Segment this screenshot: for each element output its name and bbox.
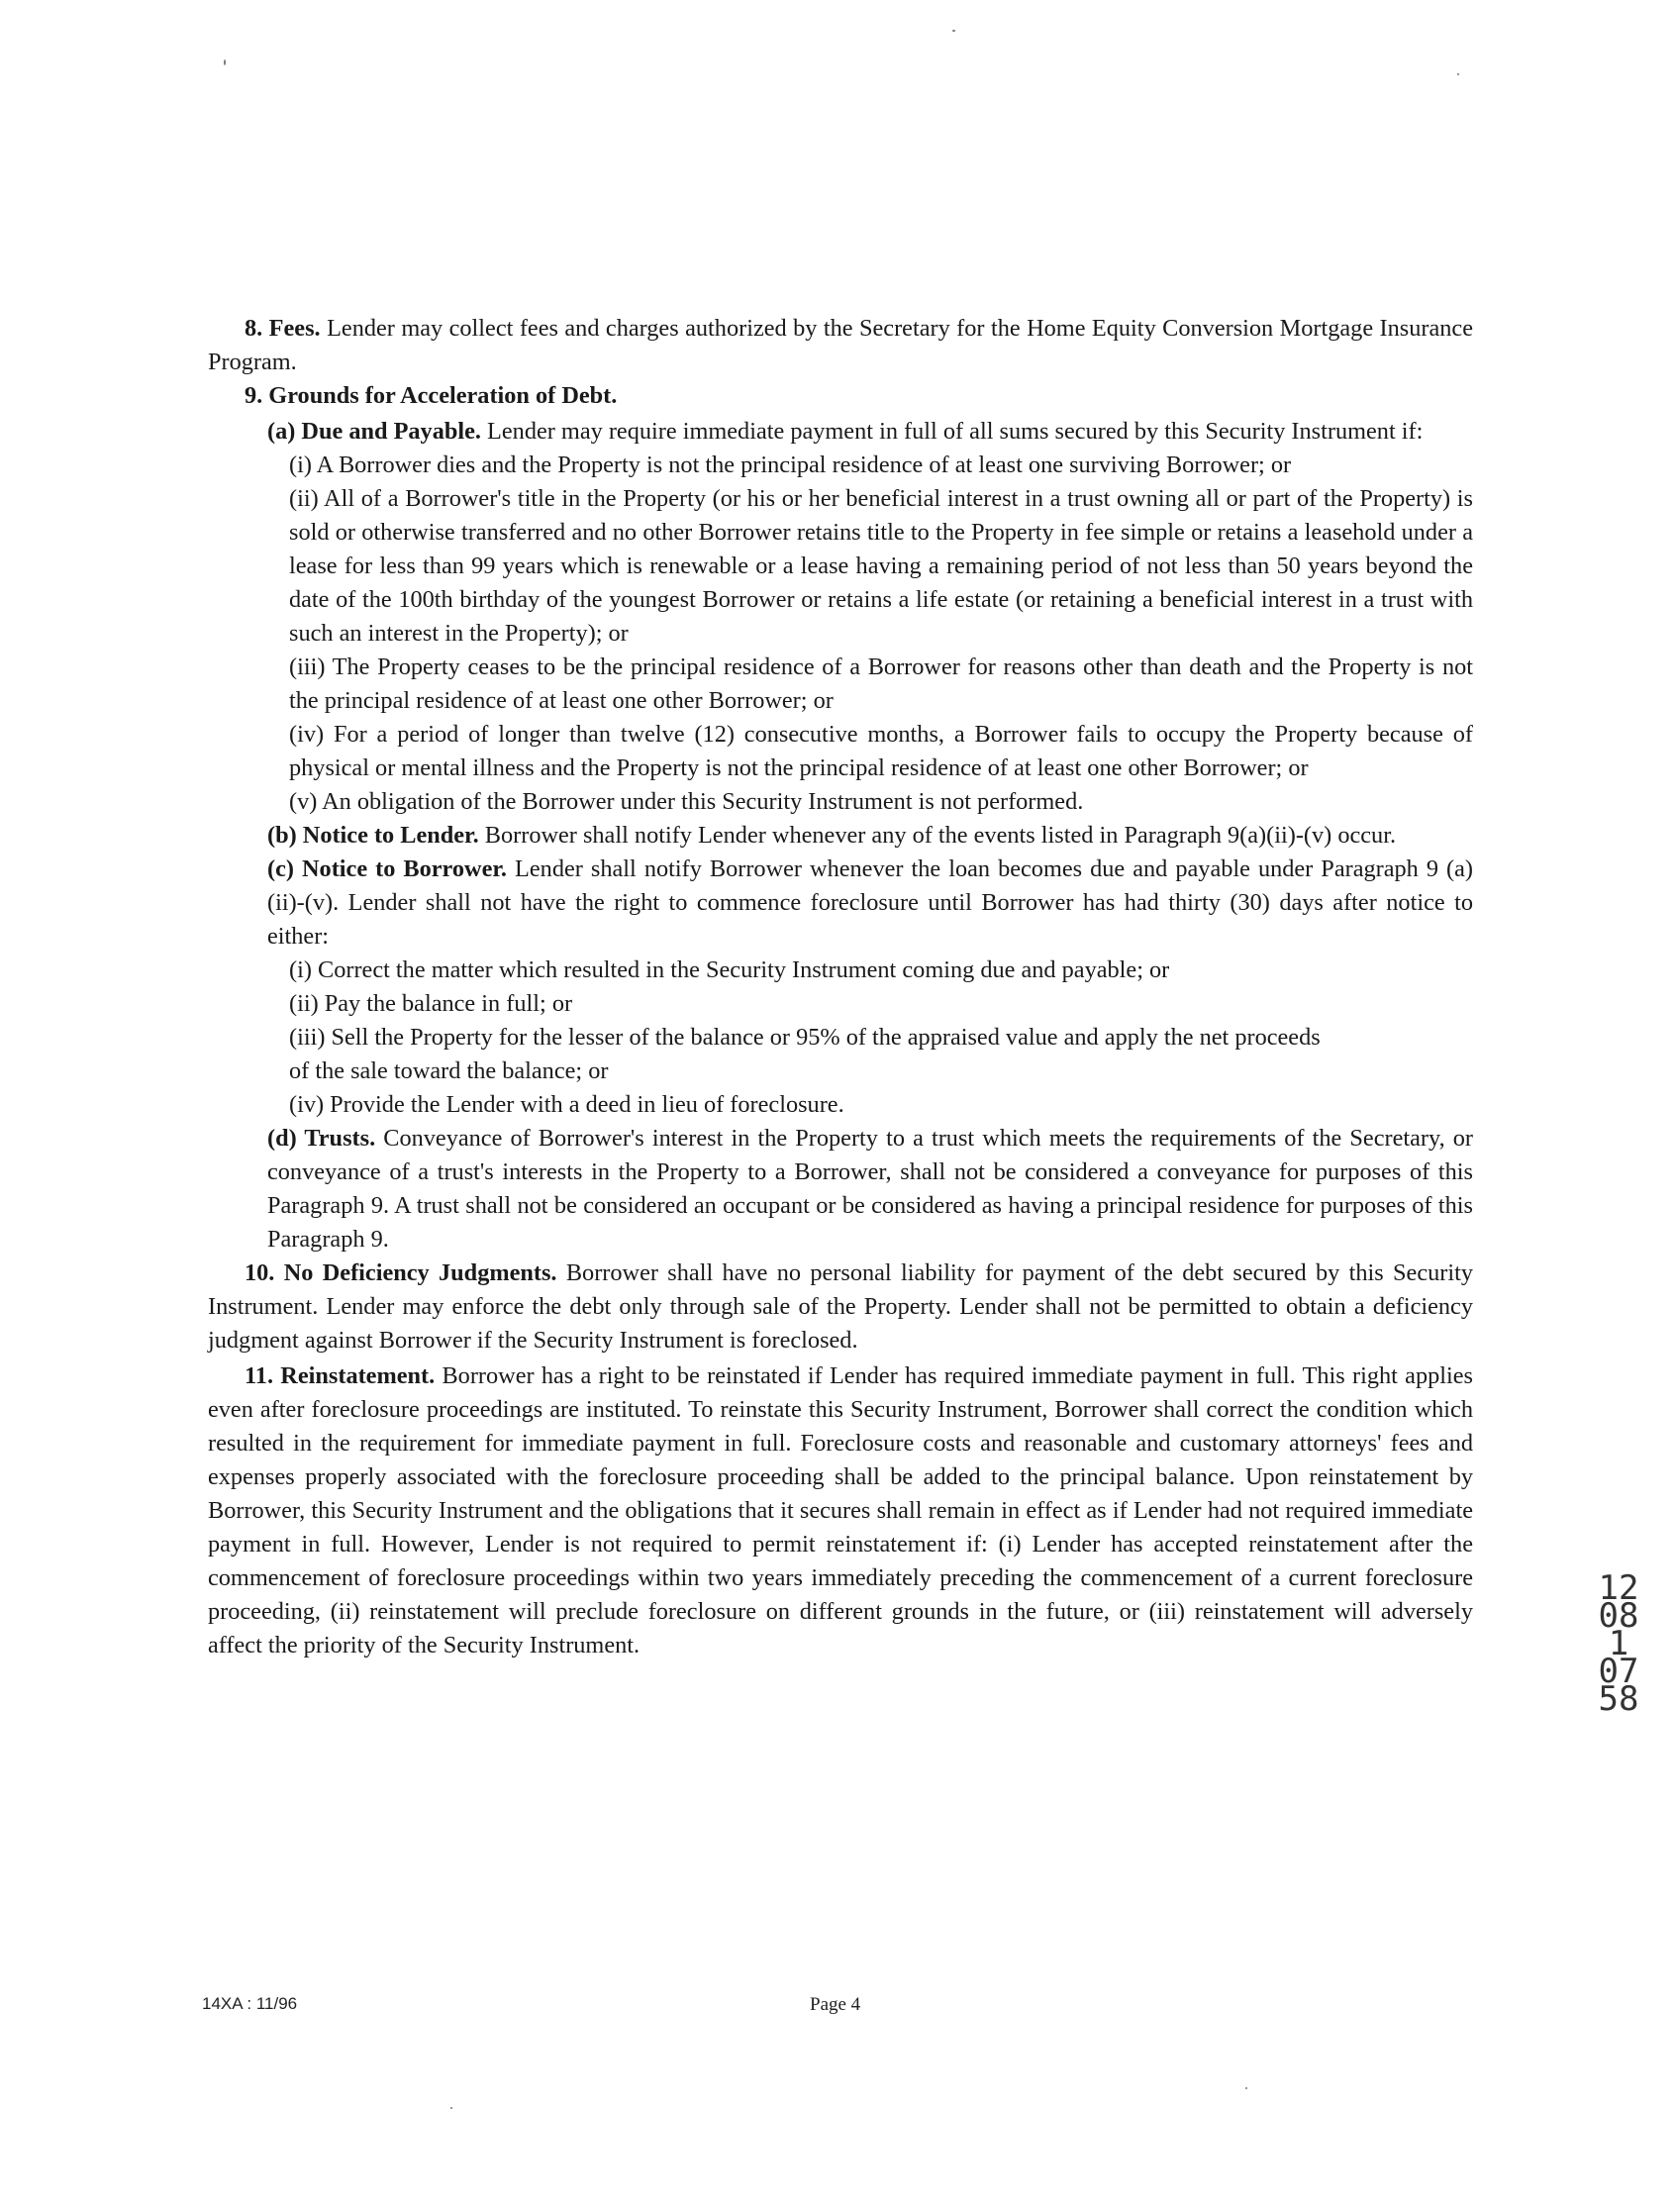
paragraph-heading: 10. No Deficiency Judgments. <box>245 1259 557 1286</box>
list-item: (iv) Provide the Lender with a deed in lieu of foreclosure. <box>289 1091 844 1118</box>
paragraph-10-no-deficiency-judgments <box>208 1257 1473 1357</box>
list-item: (i) Correct the matter which resulted in the Security Instrument coming due and payable; or <box>289 956 1170 983</box>
page-number: Page 4 <box>810 1994 861 2015</box>
paragraph-text: Lender may collect fees and charges authorized by the Secretary for the Home Equity Conversion Mortgage Insurance Program. <box>208 315 1473 375</box>
condition-list <box>267 449 1473 819</box>
subparagraph-text: Conveyance of Borrower's interest in the Property to a trust which meets the requirements of the Secretary, or conveyance of a trust's interests in the Property to a Borrower, shall not be considered a conveyance for purposes of this Paragraph 9. A trust shall not be considered an occupant or be considered as having a principal residence for purposes of this Paragraph 9. <box>267 1125 1473 1253</box>
paragraph-heading: 9. Grounds for Acceleration of Debt. <box>245 382 618 409</box>
list-item: (iii) The Property ceases to be the principal residence of a Borrower for reasons other than death and the Property is not the principal residence of at least one other Borrower; or <box>289 654 1473 714</box>
subparagraph-heading: (d) Trusts. <box>267 1125 376 1152</box>
recording-number-stamp: 12081 0758 <box>1598 1568 1639 1719</box>
subparagraph-heading: (c) Notice to Borrower. <box>267 855 508 882</box>
paragraph-9-heading <box>208 379 1473 413</box>
paragraph-9d-trusts <box>208 1122 1473 1257</box>
scan-speck <box>1245 2087 1247 2089</box>
option-list <box>267 954 1473 1122</box>
paragraph-9c-notice-to-borrower <box>208 853 1473 1122</box>
paragraph-heading: 8. Fees. <box>245 315 321 342</box>
subparagraph <box>267 415 1473 449</box>
paragraph-text: Borrower shall have no personal liability for payment of the debt secured by this Security Instrument. Lender may enforce the debt only through sale of the Property. Lender shall not be permitted to obtain a deficiency judgment against Borrower if the Security Instrument is foreclosed. <box>208 1259 1473 1354</box>
paragraph-9a-due-and-payable <box>208 415 1473 819</box>
list-item: (ii) All of a Borrower's title in the Property (or his or her beneficial interest in a trust owning all or part of the Property) is sold or otherwise transferred and no other Borrower retains title to the Property in fee simple or retains a leasehold under a lease for less than 99 years which is renewable or a lease having a remaining period of not less than 50 years beyond the date of the 100th birthday of the youngest Borrower or retains a life estate (or retaining a beneficial interest in a trust with such an interest in the Property); or <box>289 485 1473 647</box>
document-body <box>208 312 1473 1662</box>
paragraph-9b-notice-to-lender <box>208 819 1473 853</box>
list-item: (ii) Pay the balance in full; or <box>289 990 573 1017</box>
paragraph-11-reinstatement <box>208 1359 1473 1662</box>
subparagraph-text: Lender may require immediate payment in full of all sums secured by this Security Instrument if: <box>480 418 1424 445</box>
list-item: (iii) Sell the Property for the lesser of the balance or 95% of the appraised value and apply the net proceeds of the sale toward the balance; or <box>289 1024 1321 1084</box>
list-item: (v) An obligation of the Borrower under this Security Instrument is not performed. <box>289 788 1084 815</box>
list-item: (i) A Borrower dies and the Property is not the principal residence of at least one surviving Borrower; or <box>289 452 1292 478</box>
paragraph-heading: 11. Reinstatement. <box>245 1362 436 1389</box>
paragraph-8-fees <box>208 312 1473 379</box>
subparagraph <box>267 819 1473 853</box>
subparagraph-text: Borrower shall notify Lender whenever any of the events listed in Paragraph 9(a)(ii)-(v) occur. <box>478 822 1397 849</box>
scan-speck <box>450 2107 452 2109</box>
subparagraph <box>267 1122 1473 1257</box>
scan-speck <box>952 30 955 32</box>
form-code: 14XA : 11/96 <box>202 1994 298 2013</box>
subparagraph-heading: (a) Due and Payable. <box>267 418 481 445</box>
subparagraph-heading: (b) Notice to Lender. <box>267 822 479 849</box>
list-item: (iv) For a period of longer than twelve (12) consecutive months, a Borrower fails to occupy the Property because of physical or mental illness and the Property is not the principal residence of at least one other Borrower; or <box>289 721 1473 781</box>
paragraph-text: Borrower has a right to be reinstated if Lender has required immediate payment in full. This right applies even after foreclosure proceedings are instituted. To reinstate this Security Instrument, Borrower shall correct the condition which resulted in the requirement for immediate payment in full. Foreclosure costs and reasonable and customary attorneys' fees and expenses properly associated with the foreclosure proceeding shall be added to the principal balance. Upon reinstatement by Borrower, this Security Instrument and the obligations that it secures shall remain in effect as if Lender had not required immediate payment in full. However, Lender is not required to permit reinstatement if: (i) Lender has accepted reinstatement after the commencement of foreclosure proceedings within two years immediately preceding the commencement of a current foreclosure proceeding, (ii) reinstatement will preclude foreclosure on different grounds in the future, or (iii) reinstatement will adversely affect the priority of the Security Instrument. <box>208 1362 1473 1659</box>
scan-speck <box>224 59 226 65</box>
scan-speck <box>1457 73 1459 75</box>
subparagraph <box>267 853 1473 954</box>
subparagraph-text: Lender shall notify Borrower whenever the loan becomes due and payable under Paragraph 9 (a)(ii)-(v). Lender shall not have the right to commence foreclosure until Borrower has had thirty (30) days after notice to either: <box>267 855 1473 950</box>
